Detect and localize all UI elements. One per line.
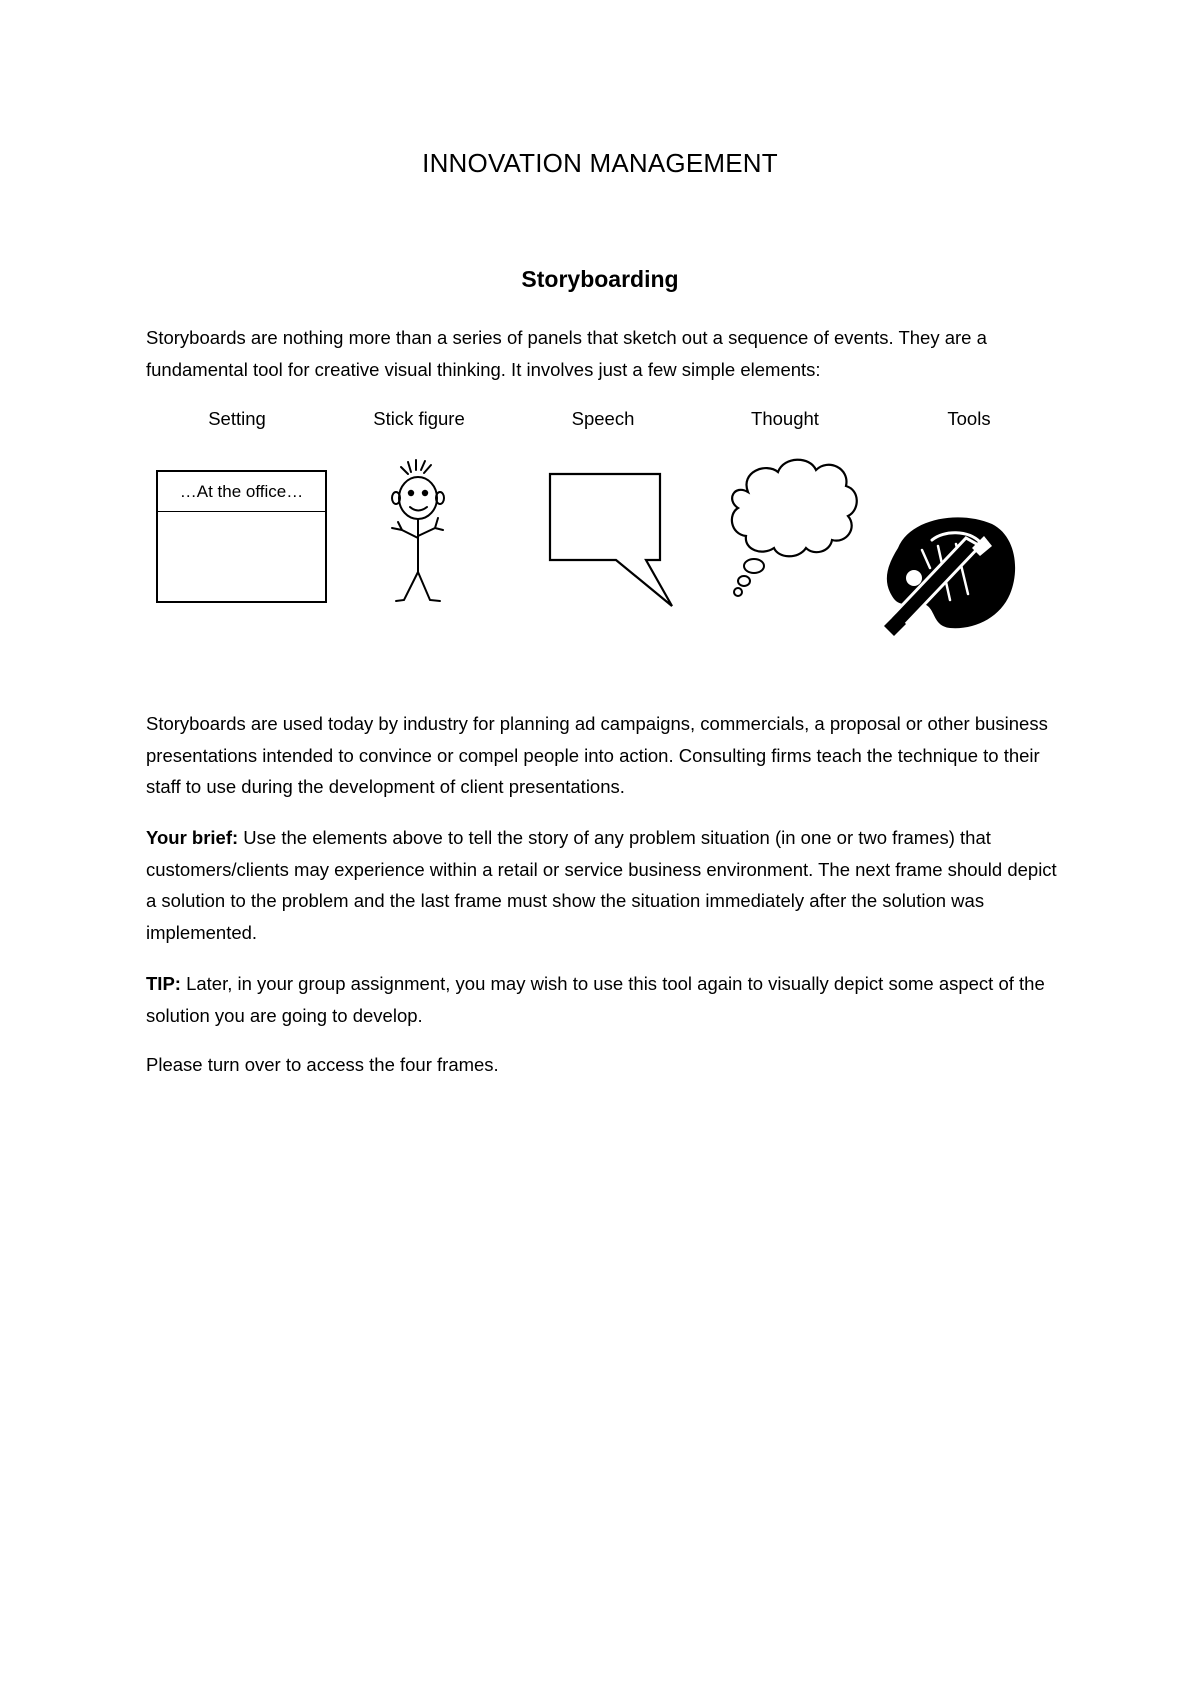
element-label-tools: Tools [947,408,991,429]
element-label-stick-figure: Stick figure [373,408,465,429]
brief-text: Use the elements above to tell the story of any problem situation (in one or two frames) that customers/clients may experience within a retail or service business environment. The next frame should depict a solution to the problem and the last frame must show the situation immediately after the solution was implemented. [146,827,1057,943]
tip-label: TIP: [146,973,181,994]
setting-frame-icon [156,470,327,603]
brief-paragraph [146,822,1066,948]
section-heading: Storyboarding [521,266,679,292]
stick-figure-icon [380,460,460,620]
setting-caption: …At the office… [158,472,325,512]
thought-bubble-icon [718,452,868,602]
element-label-thought: Thought [751,408,819,429]
tip-text: Later, in your group assignment, you may wish to use this tool again to visually depict some aspect of the solution you are going to develop. [146,973,1045,1026]
element-label-setting: Setting [208,408,266,429]
usage-paragraph: Storyboards are used today by industry for planning ad campaigns, commercials, a proposal or other business presentations intended to convince or compel people into action. Consulting firms teach the technique to their staff to use during the development of client presentations. [146,713,1048,797]
tip-paragraph [146,968,1066,1031]
element-label-speech: Speech [571,408,635,429]
brief-label: Your brief: [146,827,239,848]
document-title: INNOVATION MANAGEMENT [422,148,778,178]
intro-paragraph: Storyboards are nothing more than a series of panels that sketch out a sequence of events. They are a fundamental tool for creative visual thinking. It involves just a few simple elements: [146,327,987,380]
closing-paragraph: Please turn over to access the four frames. [146,1054,499,1075]
speech-bubble-icon [548,472,678,612]
palette-tools-icon [880,508,1020,638]
